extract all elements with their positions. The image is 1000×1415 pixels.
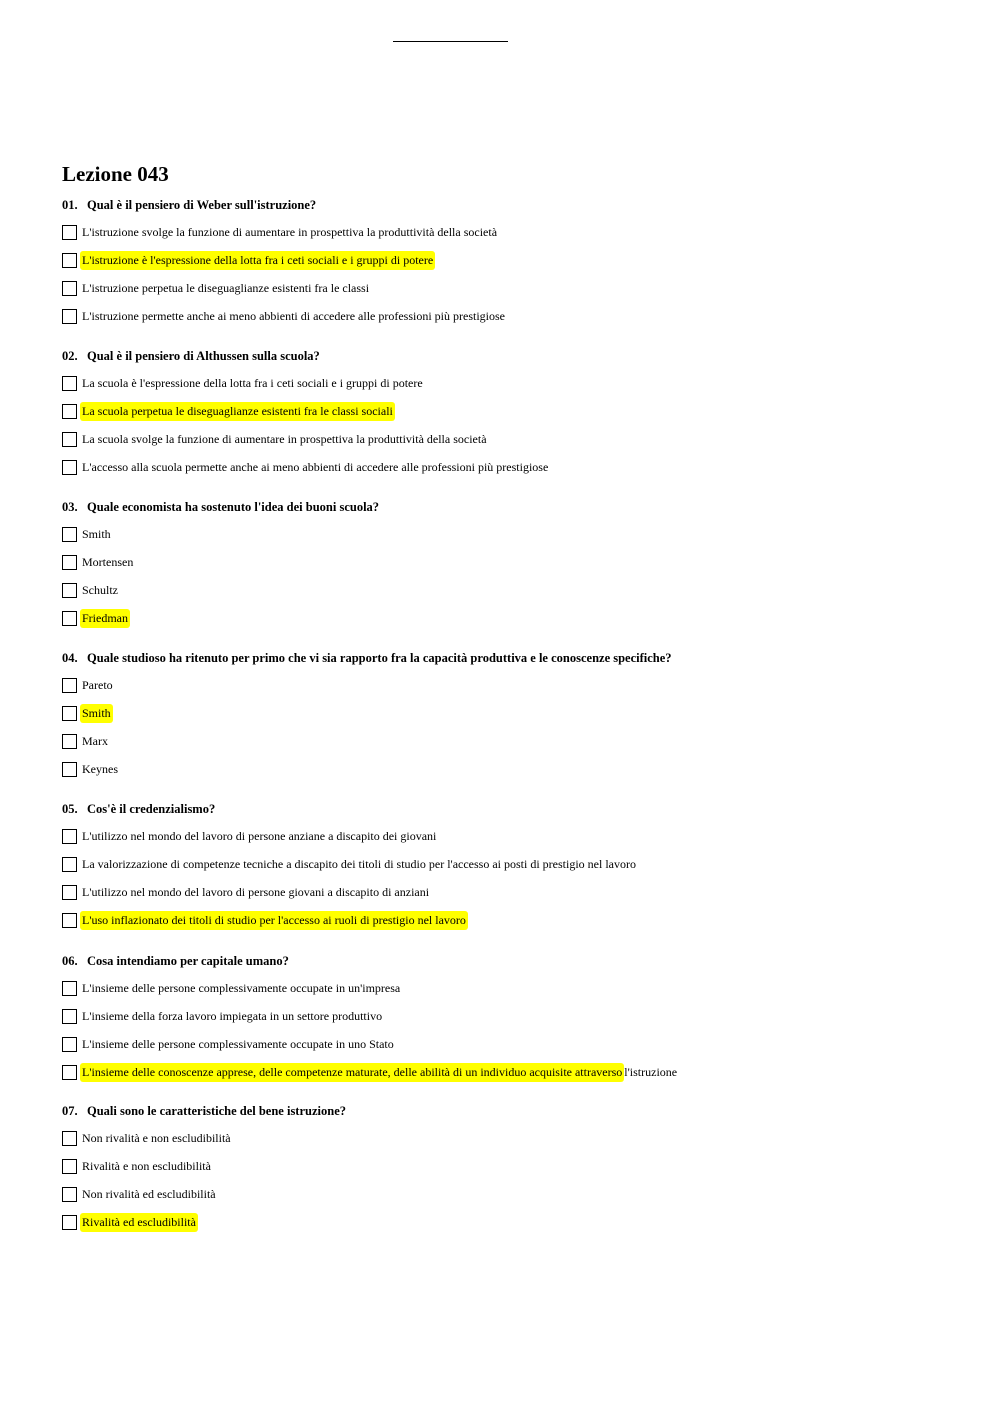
answer-label: Pareto bbox=[82, 677, 113, 692]
question-text: Quale economista ha sostenuto l'idea dei buoni scuola? bbox=[87, 500, 380, 514]
checkbox-icon[interactable] bbox=[62, 981, 77, 996]
answer-option[interactable] bbox=[62, 822, 962, 850]
question-number: 02. bbox=[62, 349, 78, 363]
answer-label: Non rivalità ed escludibilità bbox=[82, 1186, 216, 1201]
answer-option[interactable] bbox=[62, 906, 962, 934]
answer-option[interactable] bbox=[62, 1152, 962, 1180]
answer-option[interactable] bbox=[62, 878, 962, 906]
answer-label: L'insieme della forza lavoro impiegata in un settore produttivo bbox=[82, 1008, 383, 1023]
question-heading bbox=[62, 800, 962, 818]
answer-label-highlighted: L'uso inflazionato dei titoli di studio per l'accesso ai ruoli di prestigio nel lavoro bbox=[80, 911, 468, 930]
answer-option[interactable] bbox=[62, 1208, 962, 1236]
question-heading bbox=[62, 952, 962, 970]
answer-option[interactable] bbox=[62, 218, 962, 246]
question-text: Quali sono le caratteristiche del bene istruzione? bbox=[87, 1104, 346, 1118]
checkbox-icon[interactable] bbox=[62, 829, 77, 844]
answer-label-highlighted: L'insieme delle conoscenze apprese, delle competenze maturate, delle abilità di un individuo acquisite attraverso bbox=[80, 1063, 624, 1082]
checkbox-icon[interactable] bbox=[62, 281, 77, 296]
answer-label: Rivalità e non escludibilità bbox=[82, 1158, 211, 1173]
checkbox-icon[interactable] bbox=[62, 611, 77, 626]
checkbox-icon[interactable] bbox=[62, 225, 77, 240]
question-text: Cosa intendiamo per capitale umano? bbox=[87, 954, 289, 968]
checkbox-icon[interactable] bbox=[62, 460, 77, 475]
checkbox-icon[interactable] bbox=[62, 527, 77, 542]
question-number: 05. bbox=[62, 802, 78, 816]
answer-option[interactable] bbox=[62, 699, 962, 727]
checkbox-icon[interactable] bbox=[62, 1009, 77, 1024]
answer-label-highlighted: L'istruzione è l'espressione della lotta fra i ceti sociali e i gruppi di potere bbox=[80, 251, 435, 270]
lesson-title: Lezione 043 bbox=[62, 162, 169, 186]
answer-options bbox=[62, 1124, 962, 1236]
answer-label: Schultz bbox=[82, 582, 118, 597]
question-7 bbox=[62, 1102, 962, 1236]
question-heading bbox=[62, 347, 962, 365]
answer-option[interactable] bbox=[62, 755, 962, 783]
question-text: Quale studioso ha ritenuto per primo che vi sia rapporto fra la capacità produttiva e le conoscenze specifiche? bbox=[87, 651, 672, 665]
answer-label: L'accesso alla scuola permette anche ai meno abbienti di accedere alle professioni più prestigiose bbox=[82, 459, 549, 474]
checkbox-icon[interactable] bbox=[62, 885, 77, 900]
question-heading bbox=[62, 1102, 962, 1120]
answer-option[interactable] bbox=[62, 302, 962, 330]
answer-option[interactable] bbox=[62, 246, 962, 274]
question-number: 01. bbox=[62, 198, 78, 212]
answer-options bbox=[62, 218, 962, 330]
answer-label: La scuola svolge la funzione di aumentare in prospettiva la produttività della società bbox=[82, 431, 487, 446]
answer-option[interactable] bbox=[62, 974, 962, 1002]
answer-label: Non rivalità e non escludibilità bbox=[82, 1130, 231, 1145]
answer-label-highlighted: La scuola perpetua le diseguaglianze esistenti fra le classi sociali bbox=[80, 402, 395, 421]
question-heading bbox=[62, 498, 962, 516]
answer-label: L'utilizzo nel mondo del lavoro di persone anziane a discapito dei giovani bbox=[82, 828, 437, 843]
question-text: Cos'è il credenzialismo? bbox=[87, 802, 216, 816]
checkbox-icon[interactable] bbox=[62, 678, 77, 693]
question-1 bbox=[62, 196, 962, 330]
checkbox-icon[interactable] bbox=[62, 1065, 77, 1080]
answer-label: La valorizzazione di competenze tecniche a discapito dei titoli di studio per l'accesso ai posti di prestigio nel lavoro bbox=[82, 856, 636, 871]
answer-label: L'utilizzo nel mondo del lavoro di persone giovani a discapito di anziani bbox=[82, 884, 430, 899]
checkbox-icon[interactable] bbox=[62, 1187, 77, 1202]
checkbox-icon[interactable] bbox=[62, 1131, 77, 1146]
answer-options bbox=[62, 520, 962, 632]
question-4 bbox=[62, 649, 962, 783]
checkbox-icon[interactable] bbox=[62, 1037, 77, 1052]
answer-option[interactable] bbox=[62, 727, 962, 755]
answer-option[interactable] bbox=[62, 425, 962, 453]
answer-label: L'istruzione perpetua le diseguaglianze esistenti fra le classi bbox=[82, 280, 370, 295]
answer-option[interactable] bbox=[62, 1058, 962, 1086]
answer-option[interactable] bbox=[62, 576, 962, 604]
checkbox-icon[interactable] bbox=[62, 1215, 77, 1230]
answer-label: Mortensen bbox=[82, 554, 134, 569]
question-text: Qual è il pensiero di Weber sull'istruzione? bbox=[87, 198, 317, 212]
question-number: 07. bbox=[62, 1104, 78, 1118]
checkbox-icon[interactable] bbox=[62, 253, 77, 268]
checkbox-icon[interactable] bbox=[62, 309, 77, 324]
question-2 bbox=[62, 347, 962, 481]
question-6 bbox=[62, 952, 962, 1086]
answer-label: L'insieme delle persone complessivamente occupate in uno Stato bbox=[82, 1036, 394, 1051]
answer-options bbox=[62, 671, 962, 783]
question-number: 04. bbox=[62, 651, 78, 665]
answer-option[interactable] bbox=[62, 453, 962, 481]
answer-label: Smith bbox=[82, 526, 111, 541]
answer-options bbox=[62, 369, 962, 481]
answer-option[interactable] bbox=[62, 1030, 962, 1058]
checkbox-icon[interactable] bbox=[62, 583, 77, 598]
checkbox-icon[interactable] bbox=[62, 376, 77, 391]
question-text: Qual è il pensiero di Althussen sulla scuola? bbox=[87, 349, 320, 363]
question-5 bbox=[62, 800, 962, 934]
checkbox-icon[interactable] bbox=[62, 555, 77, 570]
answer-option[interactable] bbox=[62, 604, 962, 632]
answer-options bbox=[62, 822, 962, 934]
answer-label-highlighted: Rivalità ed escludibilità bbox=[80, 1213, 198, 1232]
question-number: 03. bbox=[62, 500, 78, 514]
checkbox-icon[interactable] bbox=[62, 432, 77, 447]
answer-option[interactable] bbox=[62, 1124, 962, 1152]
checkbox-icon[interactable] bbox=[62, 857, 77, 872]
answer-label: Keynes bbox=[82, 761, 118, 776]
question-number: 06. bbox=[62, 954, 78, 968]
answer-option[interactable] bbox=[62, 850, 962, 878]
question-heading bbox=[62, 196, 962, 214]
answer-option[interactable] bbox=[62, 1180, 962, 1208]
answer-options bbox=[62, 974, 962, 1086]
answer-label: L'istruzione svolge la funzione di aumentare in prospettiva la produttività della società bbox=[82, 224, 498, 239]
answer-option[interactable] bbox=[62, 1002, 962, 1030]
checkbox-icon[interactable] bbox=[62, 404, 77, 419]
answer-label-highlighted: Smith bbox=[80, 704, 113, 723]
checkbox-icon[interactable] bbox=[62, 734, 77, 749]
answer-option[interactable] bbox=[62, 397, 962, 425]
answer-option[interactable] bbox=[62, 671, 962, 699]
answer-option[interactable] bbox=[62, 369, 962, 397]
checkbox-icon[interactable] bbox=[62, 762, 77, 777]
answer-label: Marx bbox=[82, 733, 108, 748]
answer-label-highlighted: Friedman bbox=[80, 609, 130, 628]
answer-option[interactable] bbox=[62, 520, 962, 548]
checkbox-icon[interactable] bbox=[62, 913, 77, 928]
answer-label-continuation: l'istruzione bbox=[624, 1064, 678, 1079]
checkbox-icon[interactable] bbox=[62, 706, 77, 721]
question-3 bbox=[62, 498, 962, 632]
answer-label: L'istruzione permette anche ai meno abbienti di accedere alle professioni più prestigiose bbox=[82, 308, 505, 323]
answer-label: L'insieme delle persone complessivamente occupate in un'impresa bbox=[82, 980, 401, 995]
question-heading bbox=[62, 649, 962, 667]
answer-label: La scuola è l'espressione della lotta fra i ceti sociali e i gruppi di potere bbox=[82, 375, 423, 390]
header-rule bbox=[393, 41, 508, 42]
answer-option[interactable] bbox=[62, 548, 962, 576]
answer-option[interactable] bbox=[62, 274, 962, 302]
checkbox-icon[interactable] bbox=[62, 1159, 77, 1174]
